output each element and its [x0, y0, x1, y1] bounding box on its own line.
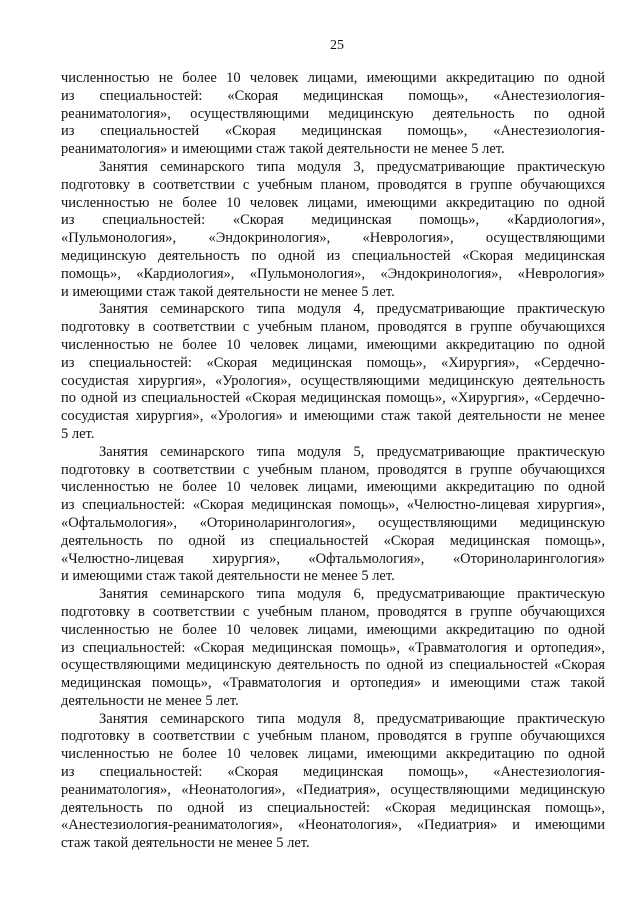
paragraph — [61, 301, 605, 443]
text-line: деятельности не менее 5 лет. — [61, 692, 239, 709]
text-line: Занятия семинарского типа модуля 8, предусматривающие практическую — [99, 710, 605, 727]
text-line: осуществляющими медицинскую деятельность по одной из специальностей «Скорая — [61, 657, 605, 674]
text-line: из специальностей: «Скорая медицинская помощь», «Челюстно-лицевая хирургия», — [61, 497, 605, 514]
text-line: из специальностей: «Скорая медицинская помощь», «Хирургия», «Сердечно- — [61, 354, 605, 371]
text-line: «Пульмонология», «Эндокринология», «Неврология», осуществляющими — [61, 230, 605, 247]
text-line: и имеющими стаж такой деятельности не менее 5 лет. — [61, 568, 395, 585]
text-line: медицинская помощь», «Травматология и ортопедия» и имеющими стаж такой — [61, 675, 605, 692]
text-line: «Офтальмология», «Оториноларингология», осуществляющими медицинскую — [61, 514, 605, 531]
text-line: медицинскую деятельность по одной из специальностей «Скорая медицинская — [61, 247, 605, 264]
text-line: реаниматология», «Неонатология», «Педиатрия», осуществляющими медицинскую — [61, 781, 605, 798]
paragraph — [61, 159, 605, 301]
text-line: Занятия семинарского типа модуля 4, предусматривающие практическую — [99, 301, 605, 318]
paragraph — [61, 711, 605, 853]
text-line: подготовку в соответствии с учебным планом, проводятся в группе обучающихся — [61, 603, 605, 620]
text-line: «Челюстно-лицевая хирургия», «Офтальмология», «Оториноларингология» — [61, 550, 605, 567]
text-line: деятельность по одной из специальностей «Скорая медицинская помощь», — [61, 532, 605, 549]
text-line: из специальностей: «Скорая медицинская помощь», «Анестезиология- — [61, 87, 605, 104]
text-line: численностью не более 10 человек лицами, имеющими аккредитацию по одной — [61, 70, 605, 86]
text-line: сосудистая хирургия», «Урология» и имеющими стаж такой деятельности не менее — [61, 408, 605, 425]
text-line: подготовку в соответствии с учебным планом, проводятся в группе обучающихся — [61, 176, 605, 193]
text-line: по одной из специальностей «Скорая медицинская помощь», «Хирургия», «Сердечно- — [61, 390, 605, 407]
text-line: численностью не более 10 человек лицами, имеющими аккредитацию по одной — [61, 746, 605, 763]
text-line: 5 лет. — [61, 425, 95, 442]
document-body — [61, 70, 605, 853]
text-line: помощь», «Кардиология», «Пульмонология», «Эндокринология», «Неврология» — [61, 265, 605, 282]
page-number: 25 — [330, 38, 344, 53]
text-line: Занятия семинарского типа модуля 6, предусматривающие практическую — [99, 586, 605, 603]
text-line: подготовку в соответствии с учебным планом, проводятся в группе обучающихся — [61, 461, 605, 478]
text-line: реаниматология», осуществляющими медицинскую деятельность по одной — [61, 105, 605, 122]
text-line: «Анестезиология-реаниматология», «Неонатология», «Педиатрия» и имеющими — [61, 817, 605, 834]
text-line: Занятия семинарского типа модуля 5, предусматривающие практическую — [99, 443, 605, 460]
text-line: стаж такой деятельности не менее 5 лет. — [61, 835, 310, 852]
text-line: подготовку в соответствии с учебным планом, проводятся в группе обучающихся — [61, 319, 605, 336]
text-line: численностью не более 10 человек лицами, имеющими аккредитацию по одной — [61, 479, 605, 496]
text-line: и имеющими стаж такой деятельности не менее 5 лет. — [61, 283, 395, 300]
paragraph — [61, 586, 605, 711]
text-line: из специальностей «Скорая медицинская помощь», «Анестезиология- — [61, 123, 605, 140]
paragraph — [61, 70, 605, 159]
text-line: сосудистая хирургия», «Урология», осуществляющими медицинскую деятельность — [61, 372, 605, 389]
text-line: из специальностей: «Скорая медицинская помощь», «Кардиология», — [61, 212, 605, 229]
text-line: подготовку в соответствии с учебным планом, проводятся в группе обучающихся — [61, 728, 605, 745]
text-line: численностью не более 10 человек лицами, имеющими аккредитацию по одной — [61, 194, 605, 211]
text-line: из специальностей: «Скорая медицинская помощь», «Анестезиология- — [61, 764, 605, 781]
text-line: численностью не более 10 человек лицами, имеющими аккредитацию по одной — [61, 336, 605, 353]
text-line: Занятия семинарского типа модуля 3, предусматривающие практическую — [99, 158, 605, 175]
text-line: деятельность по одной из специальностей: «Скорая медицинская помощь», — [61, 799, 605, 816]
text-line: численностью не более 10 человек лицами, имеющими аккредитацию по одной — [61, 621, 605, 638]
text-line: из специальностей: «Скорая медицинская помощь», «Травматология и ортопедия», — [61, 639, 605, 656]
text-line: реаниматология» и имеющими стаж такой деятельности не менее 5 лет. — [61, 141, 505, 158]
paragraph — [61, 444, 605, 586]
